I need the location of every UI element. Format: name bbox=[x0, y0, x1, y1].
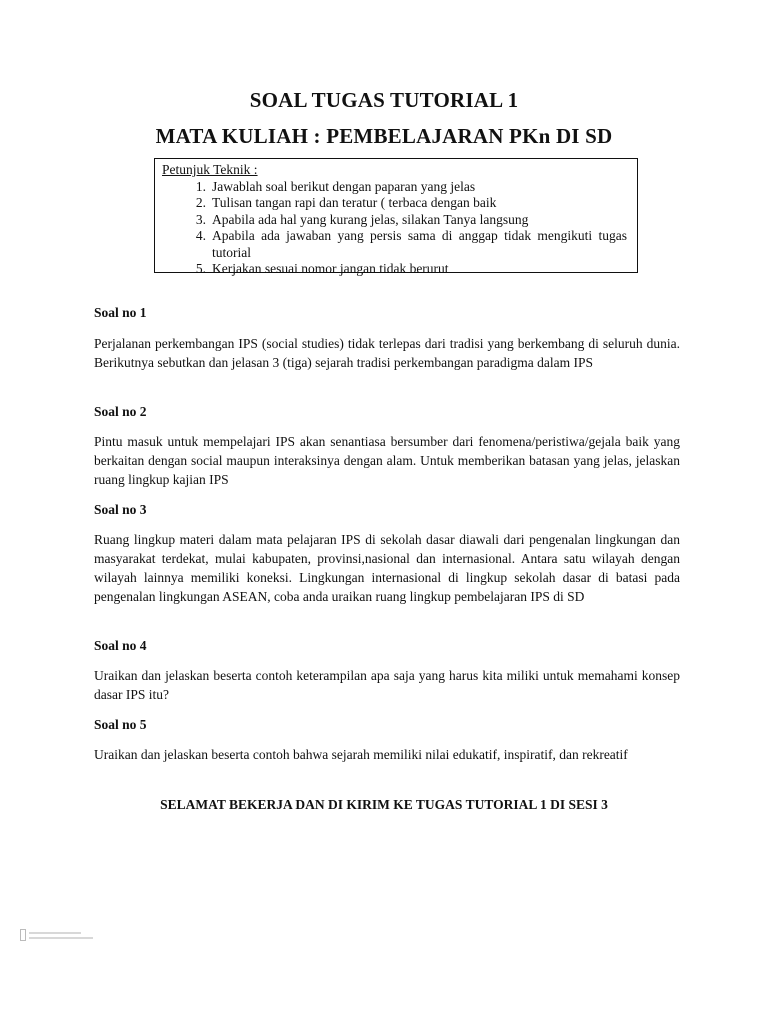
instruction-item bbox=[162, 261, 627, 278]
instruction-number: 5. bbox=[195, 261, 206, 276]
question-1-text: Perjalanan perkembangan IPS (social studies) tidak terlepas dari tradisi yang berkembang di seluruh dunia. Berikutnya sebutkan dan jelasan 3 (tiga) sejarah tradisi perkembangan paradigma dalam IPS bbox=[94, 336, 680, 370]
instruction-text: Apabila ada hal yang kurang jelas, silakan Tanya langsung bbox=[212, 211, 529, 227]
scan-watermark-icon bbox=[20, 928, 100, 942]
question-5-heading: Soal no 5 bbox=[94, 717, 147, 732]
instruction-number: 4. bbox=[195, 228, 206, 243]
instruction-text: Kerjakan sesuai nomor jangan tidak berurut bbox=[212, 261, 449, 276]
question-4-text: Uraikan dan jelaskan beserta contoh keterampilan apa saja yang harus kita miliki untuk memahami konsep dasar IPS itu? bbox=[94, 668, 680, 702]
closing-note: SELAMAT BEKERJA DAN DI KIRIM KE TUGAS TUTORIAL 1 DI SESI 3 bbox=[160, 797, 608, 812]
question-2-text: Pintu masuk untuk mempelajari IPS akan senantiasa bersumber dari fenomena/peristiwa/gejala baik yang berkaitan dengan social maupun interaksinya dengan alam. Untuk memberikan batasan yang jelas, jelaskan ruang lingkup kajian IPS bbox=[94, 434, 680, 487]
instructions-box bbox=[154, 158, 638, 276]
instruction-number: 2. bbox=[195, 195, 206, 210]
question-2-heading: Soal no 2 bbox=[94, 404, 147, 419]
document-subtitle: MATA KULIAH : PEMBELAJARAN PKn DI SD bbox=[155, 124, 613, 148]
instructions-list bbox=[162, 179, 627, 278]
instruction-text: Tulisan tangan rapi dan teratur ( terbaca dengan baik bbox=[212, 195, 497, 210]
question-5-text: Uraikan dan jelaskan beserta contoh bahwa sejarah memiliki nilai edukatif, inspiratif, dan rekreatif bbox=[94, 747, 628, 762]
document-title: SOAL TUGAS TUTORIAL 1 bbox=[249, 88, 519, 112]
instruction-text: Jawablah soal berikut dengan paparan yang jelas bbox=[212, 178, 476, 194]
instruction-text: Apabila ada jawaban yang persis sama di anggap tidak mengikuti tugas tutorial bbox=[212, 228, 627, 260]
question-4-heading: Soal no 4 bbox=[94, 638, 147, 653]
instruction-item bbox=[162, 212, 627, 229]
instruction-number: 1. bbox=[195, 178, 206, 194]
instruction-item bbox=[162, 179, 627, 196]
instructions-heading: Petunjuk Teknik : bbox=[162, 162, 258, 177]
question-3-heading: Soal no 3 bbox=[94, 502, 147, 517]
question-3-text: Ruang lingkup materi dalam mata pelajaran IPS di sekolah dasar diawali dari pengenalan lingkungan dan masyarakat terdekat, mulai kabupaten, provinsi,nasional dan internasional. Antara satu wilayah dengan wilayah lainnya memiliki koneksi. Lingkungan internasional di lingkup sekolah dasar di batasi pada pengenalan lingkungan ASEAN, coba anda uraikan ruang lingkup pembelajaran IPS di SD bbox=[94, 532, 680, 604]
instruction-item bbox=[162, 195, 627, 212]
question-1-heading: Soal no 1 bbox=[94, 305, 147, 320]
instruction-number: 3. bbox=[195, 211, 206, 227]
instruction-item bbox=[162, 228, 627, 261]
